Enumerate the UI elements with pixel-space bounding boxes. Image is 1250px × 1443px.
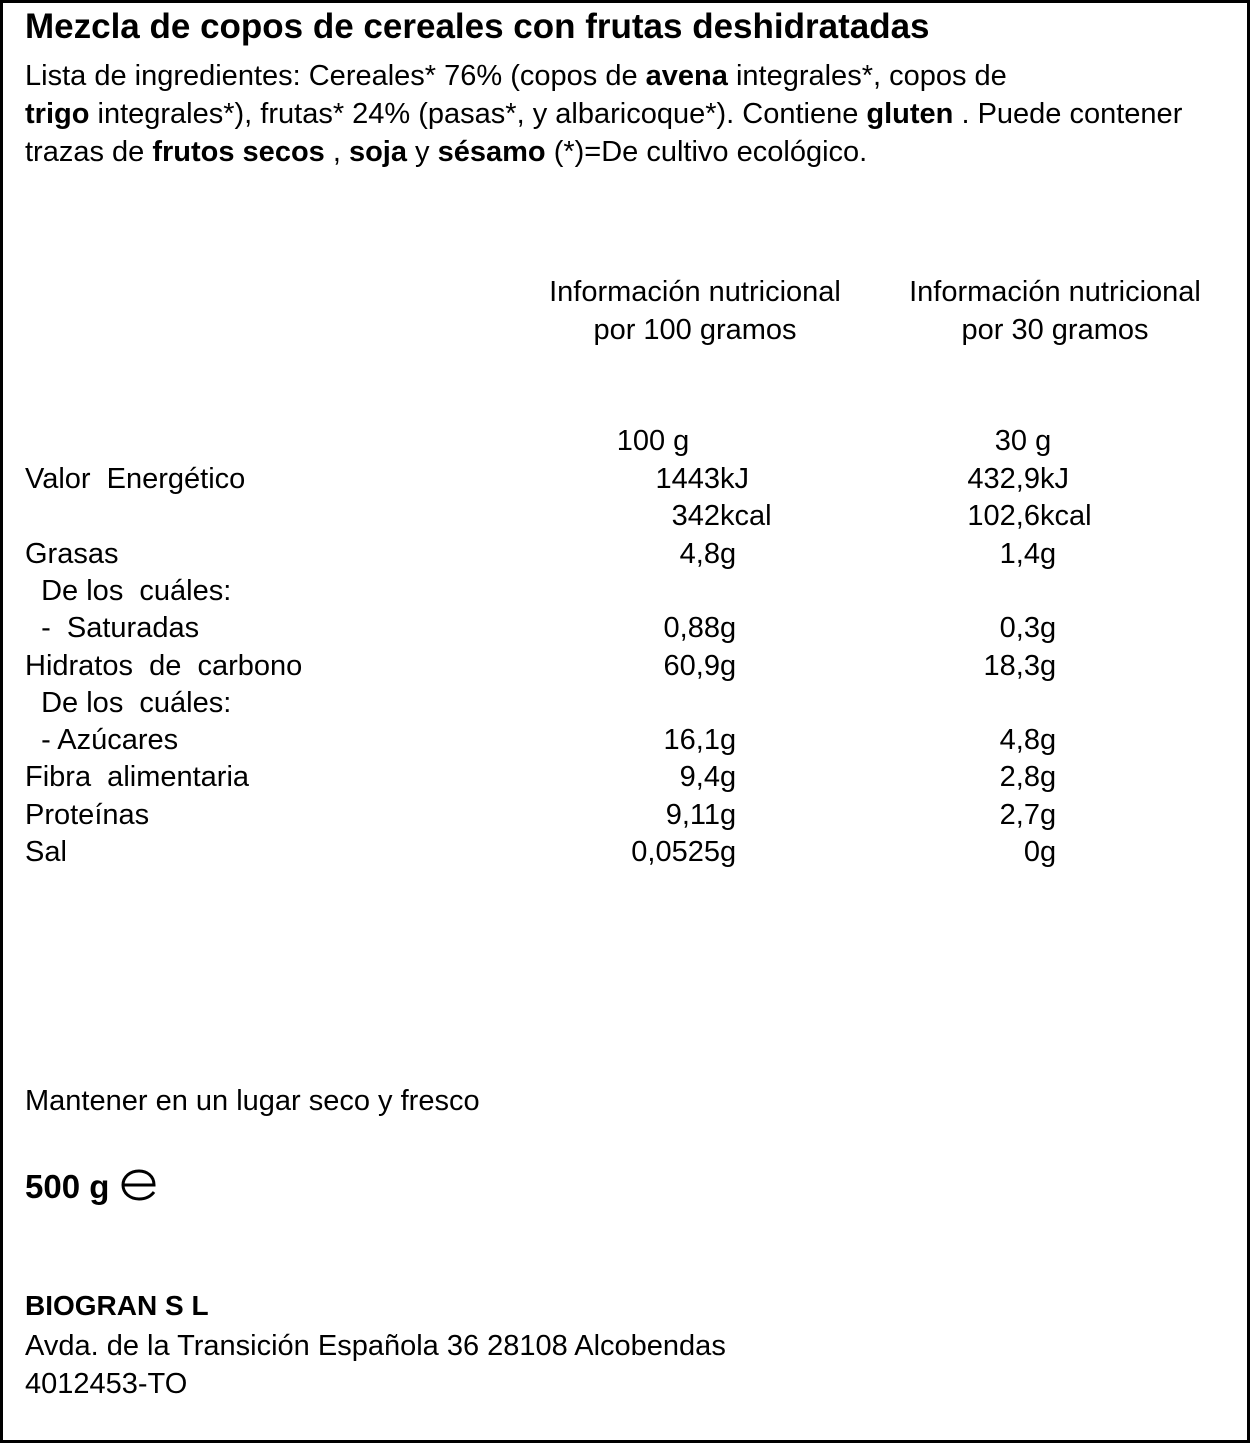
nutrient-unit-100g: kcal — [720, 500, 772, 533]
allergen-soja: soja — [348, 136, 407, 168]
nutrient-unit-30g: g — [1040, 798, 1057, 831]
allergen-trigo: trigo — [25, 98, 90, 130]
nutrient-unit-30g: g — [1040, 724, 1057, 757]
nutrient-value-30g: 18,3 — [983, 649, 1040, 682]
nutrient-value-30g: 432,9 — [967, 463, 1040, 495]
nutrient-label: Proteínas — [25, 798, 150, 831]
ingredients-text: integrales*), frutas* 24% (pasas*, y albaricoque*). Contiene — [89, 98, 867, 130]
nutrient-value-30g: 102,6 — [967, 500, 1040, 533]
nutrient-label: Sal — [25, 836, 67, 868]
nutrient-unit-100g: g — [720, 612, 737, 645]
ingredients-text: (*)=De cultivo ecológico. — [545, 136, 868, 168]
nutrient-label: - Azúcares — [25, 724, 179, 757]
nutrient-unit-100g: g — [720, 836, 737, 868]
col2-header — [885, 273, 1225, 349]
ingredients-text: , — [324, 136, 349, 168]
col1-header-line2: por 100 gramos — [593, 314, 797, 346]
ingredients-list — [25, 57, 1225, 171]
nutrient-value-30g: 1,4 — [999, 537, 1040, 570]
nutrient-unit-30g: g — [1040, 649, 1057, 682]
product-title: Mezcla de copos de cereales con frutas deshidratadas — [25, 7, 930, 46]
company-name: BIOGRAN S L — [25, 1290, 209, 1321]
nutrient-value-100g: 9,4 — [679, 761, 720, 794]
net-weight — [25, 1167, 159, 1211]
nutrient-value-30g: 2,7 — [999, 798, 1040, 831]
nutrient-unit-100g: g — [720, 649, 737, 682]
allergen-avena: avena — [645, 60, 728, 92]
serving-size-col2: 30 g — [994, 425, 1052, 457]
nutrient-value-100g: 16,1 — [663, 724, 720, 757]
net-weight-value: 500 g — [25, 1168, 110, 1205]
allergen-sesamo: sésamo — [437, 136, 546, 168]
nutrient-unit-100g: g — [720, 798, 737, 831]
nutrient-value-100g: 60,9 — [663, 649, 720, 682]
ingredients-text: . Puede contener trazas de — [25, 98, 1183, 168]
nutrient-value-30g: 0 — [1023, 836, 1040, 868]
nutrient-label: Grasas — [25, 537, 119, 570]
ingredients-text: y — [407, 136, 438, 168]
allergen-frutos-secos: frutos secos — [152, 136, 325, 168]
col1-header — [525, 273, 865, 349]
nutrient-value-100g: 1443 — [655, 463, 720, 495]
ingredients-text: integrales*, copos de — [727, 60, 1007, 92]
nutrient-value-30g: 2,8 — [999, 761, 1040, 794]
nutrient-unit-30g: kcal — [1040, 500, 1092, 533]
nutrient-unit-100g: g — [720, 724, 737, 757]
nutrient-value-30g: 0,3 — [999, 612, 1040, 645]
nutrient-unit-30g: kJ — [1040, 463, 1069, 495]
nutrient-unit-100g: kJ — [720, 463, 749, 495]
nutrient-label: Hidratos de carbono — [25, 649, 303, 682]
company-address: Avda. de la Transición Española 36 28108 Alcobendas — [25, 1330, 726, 1362]
company-code: 4012453-TO — [25, 1368, 188, 1400]
nutrient-unit-100g: g — [720, 761, 737, 794]
col2-header-line2: por 30 gramos — [961, 314, 1149, 346]
ingredients-text: Lista de ingredientes: Cereales* 76% (copos de — [25, 60, 646, 92]
nutrient-label: De los cuáles: — [25, 574, 232, 607]
nutrient-unit-30g: g — [1040, 761, 1057, 794]
nutrient-unit-30g: g — [1040, 612, 1057, 645]
nutrient-unit-30g: g — [1040, 836, 1057, 868]
e-mark-icon — [119, 1168, 159, 1211]
nutrient-label: Fibra alimentaria — [25, 761, 250, 794]
nutrient-value-30g: 4,8 — [999, 724, 1040, 757]
nutrient-unit-100g: g — [720, 537, 737, 570]
col1-header-line1: Información nutricional — [549, 276, 841, 308]
nutrient-unit-30g: g — [1040, 537, 1057, 570]
nutrient-value-100g: 9,11 — [665, 798, 720, 831]
nutrient-label — [25, 498, 525, 535]
nutrient-value-100g: 342 — [671, 500, 720, 533]
nutrient-value-100g: 0,88 — [663, 612, 720, 645]
serving-size-col1: 100 g — [616, 425, 690, 457]
allergen-gluten: gluten — [866, 98, 954, 130]
nutrient-label: De los cuáles: — [25, 686, 232, 719]
nutrient-value-100g: 0,0525 — [631, 836, 720, 868]
storage-instructions: Mantener en un lugar seco y fresco — [25, 1085, 480, 1117]
nutrient-label: - Saturadas — [25, 612, 200, 645]
col2-header-line1: Información nutricional — [909, 276, 1201, 308]
nutrient-value-100g: 4,8 — [679, 537, 720, 570]
nutrient-label: Valor Energético — [25, 463, 246, 495]
